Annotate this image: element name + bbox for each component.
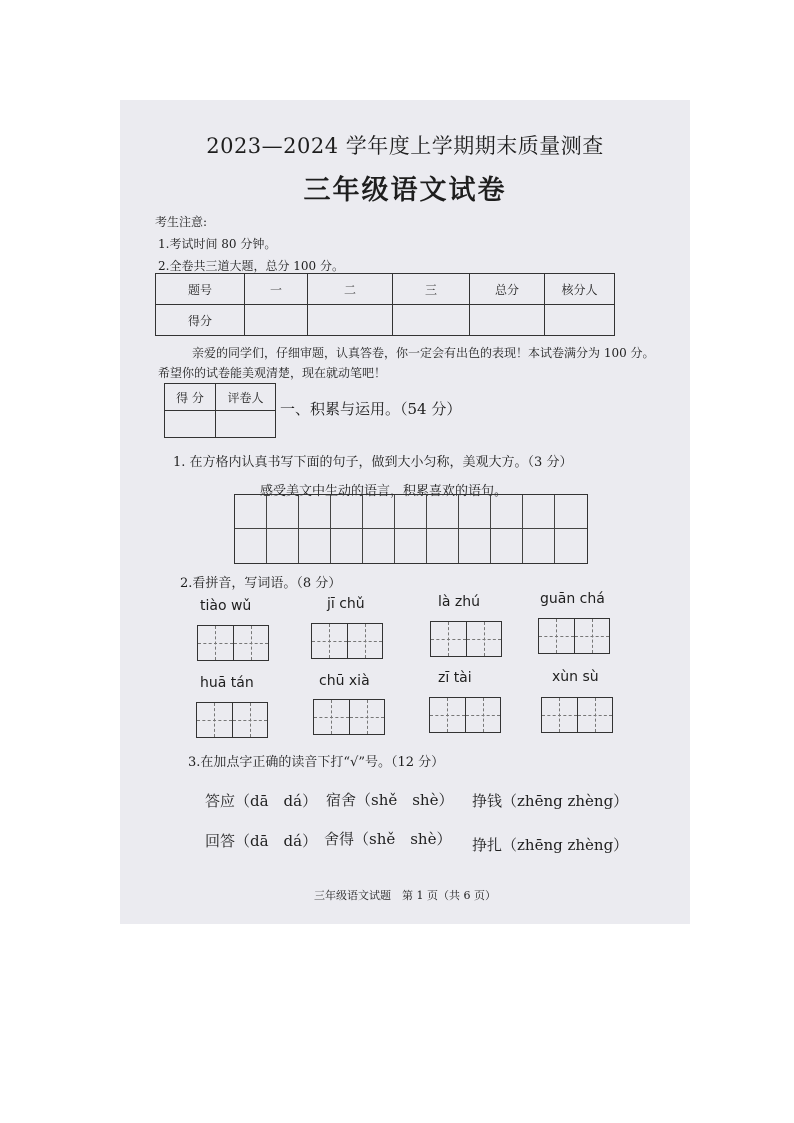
score-table-header: 二 — [308, 274, 393, 305]
score-table — [155, 273, 615, 336]
score-table-header: 三 — [393, 274, 470, 305]
pinyin-label: jī chǔ — [327, 596, 365, 612]
question-1-prompt: 1. 在方格内认真书写下面的句子，做到大小匀称，美观大方。（3 分） — [173, 455, 573, 470]
score-cell[interactable] — [393, 305, 470, 336]
pinyin-label: xùn sù — [552, 669, 599, 685]
exam-subtitle: 三年级语文试卷 — [303, 175, 507, 206]
score-table-header: 题号 — [156, 274, 245, 305]
reading-option[interactable]: 宿舍（shě shè） — [326, 791, 454, 809]
answer-box[interactable] — [197, 625, 269, 661]
question-3-prompt: 3.在加点字正确的读音下打“√”号。（12 分） — [188, 755, 445, 770]
answer-box[interactable] — [311, 623, 383, 659]
intro-line-1: 亲爱的同学们，仔细审题，认真答卷，你一定会有出色的表现！本试卷满分为 100 分。 — [192, 346, 655, 360]
score-table-header: 核分人 — [545, 274, 615, 305]
score-cell[interactable] — [308, 305, 393, 336]
writing-grid[interactable] — [234, 494, 588, 564]
pinyin-label: guān chá — [540, 591, 605, 607]
exam-paper — [120, 100, 690, 924]
section-title: 一、积累与运用。（54 分） — [280, 400, 462, 418]
section-score-box — [164, 383, 276, 438]
pinyin-label: huā tán — [200, 675, 254, 691]
score-box-label: 评卷人 — [216, 384, 276, 411]
answer-box[interactable] — [196, 702, 268, 738]
answer-box[interactable] — [541, 697, 613, 733]
score-box-cell[interactable] — [216, 411, 276, 438]
pinyin-label: là zhú — [438, 594, 481, 610]
note-item: 1.考试时间 80 分钟。 — [158, 237, 277, 251]
pinyin-label: zī tài — [438, 670, 472, 686]
notes-heading: 考生注意: — [155, 215, 208, 229]
score-row-label: 得分 — [156, 305, 245, 336]
score-cell[interactable] — [545, 305, 615, 336]
intro-line-2: 希望你的试卷能美观清楚，现在就动笔吧！ — [158, 366, 387, 380]
score-table-header: 总分 — [470, 274, 545, 305]
reading-option[interactable]: 舍得（shě shè） — [324, 830, 452, 848]
copy-sentence: 感受美文中生动的语言，积累喜欢的语句。 — [260, 484, 508, 499]
score-cell[interactable] — [245, 305, 308, 336]
reading-option[interactable]: 答应（dā dá） — [205, 792, 318, 810]
page-footer: 三年级语文试题 第 1 页（共 6 页） — [314, 889, 496, 902]
question-2-prompt: 2.看拼音，写词语。（8 分） — [180, 576, 342, 591]
note-item: 2.全卷共三道大题，总分 100 分。 — [158, 259, 344, 273]
exam-title: 2023—2024 学年度上学期期末质量测查 — [206, 134, 604, 158]
answer-box[interactable] — [429, 697, 501, 733]
score-cell[interactable] — [470, 305, 545, 336]
score-box-cell[interactable] — [165, 411, 216, 438]
score-table-header: 一 — [245, 274, 308, 305]
pinyin-label: chū xià — [319, 673, 370, 689]
answer-box[interactable] — [538, 618, 610, 654]
reading-option[interactable]: 挣扎（zhēng zhèng） — [472, 836, 629, 854]
score-box-label: 得 分 — [165, 384, 216, 411]
reading-option[interactable]: 回答（dā dá） — [205, 832, 318, 850]
answer-box[interactable] — [430, 621, 502, 657]
pinyin-label: tiào wǔ — [200, 598, 252, 614]
answer-box[interactable] — [313, 699, 385, 735]
reading-option[interactable]: 挣钱（zhēng zhèng） — [472, 792, 629, 810]
